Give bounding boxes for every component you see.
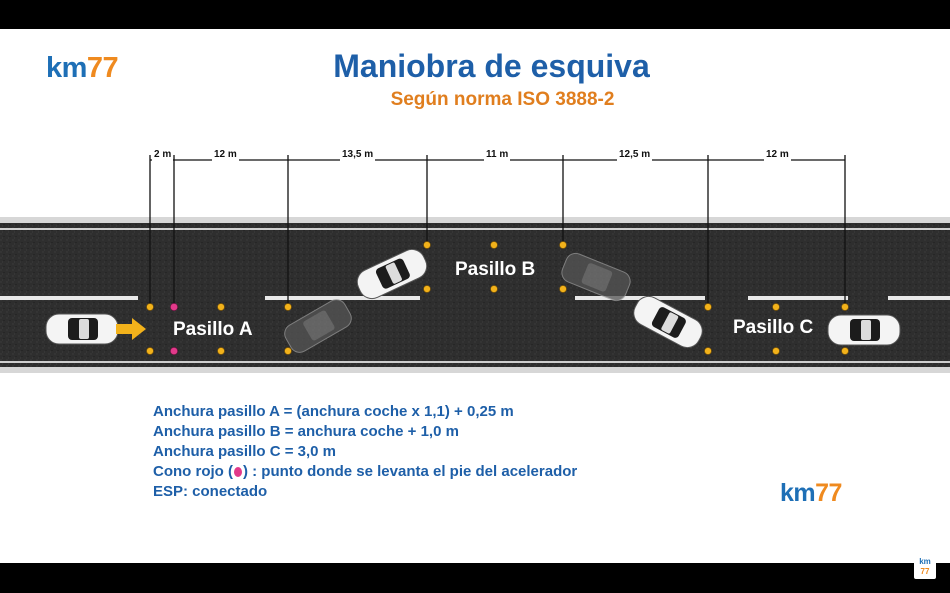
dimension-label-12-5m: 12,5 m [619, 149, 651, 160]
km77-logo-top[interactable]: km77 [46, 52, 119, 84]
slide [0, 29, 950, 563]
car-start [46, 314, 118, 344]
dimension-label-2m: 2 m [154, 149, 172, 160]
road [0, 217, 950, 373]
note-red-cone: Cono rojo ( ) : punto donde se levanta el pie del acelerador [153, 463, 578, 480]
dimension-label-12m: 12 m [214, 149, 237, 160]
red-cone-icon [234, 467, 242, 477]
notes [153, 402, 577, 502]
note-lane-b-width: Anchura pasillo B = anchura coche + 1,0 m [153, 423, 459, 440]
dimension-label-11m: 11 m [486, 149, 509, 160]
note-esp: ESP: conectado [153, 483, 268, 500]
lane-c-label: Pasillo C [733, 317, 814, 338]
km77-corner-logo[interactable]: km 77 [914, 557, 936, 579]
lane-b-label: Pasillo B [455, 259, 536, 280]
diagram-title: Maniobra de esquiva [333, 48, 650, 84]
dimension-label-12m-end: 12 m [766, 149, 789, 160]
note-lane-c-width: Anchura pasillo C = 3,0 m [153, 443, 336, 460]
car-lane-c [828, 315, 900, 345]
dimension-label-13-5m: 13,5 m [342, 149, 374, 160]
note-lane-a-width: Anchura pasillo A = (anchura coche x 1,1) + 0,25 m [153, 403, 514, 420]
diagram-subtitle: Según norma ISO 3888-2 [390, 89, 615, 110]
lane-a-label: Pasillo A [173, 319, 253, 340]
km77-logo-bottom[interactable]: km77 [780, 479, 842, 507]
